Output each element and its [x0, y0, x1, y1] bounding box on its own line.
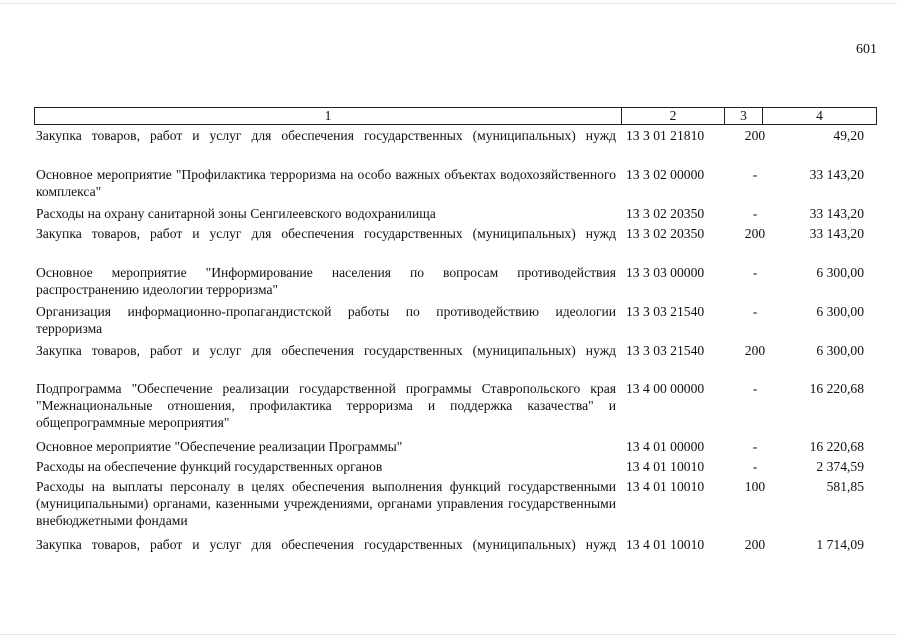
- table-row: [36, 225, 876, 242]
- header-col-3: 3: [725, 108, 763, 124]
- table-row: [36, 166, 876, 200]
- row-description: Расходы на охрану санитарной зоны Сенгилеевского водохранилища: [36, 206, 436, 221]
- row-type: 100: [744, 479, 766, 494]
- row-type: -: [752, 304, 758, 319]
- page-number: 601: [856, 42, 877, 57]
- row-amount: 6 300,00: [816, 304, 864, 319]
- row-amount: 6 300,00: [816, 343, 864, 358]
- row-type: 200: [744, 343, 766, 358]
- row-code: 13 4 01 10010: [626, 537, 705, 552]
- row-type: -: [752, 265, 758, 280]
- row-description: Закупка товаров, работ и услуг для обеспечения государственных (муниципальных) нужд: [36, 537, 616, 552]
- row-code: 13 3 03 21540: [626, 343, 705, 358]
- row-description: Закупка товаров, работ и услуг для обеспечения государственных (муниципальных) нужд: [36, 343, 616, 358]
- row-amount: 33 143,20: [809, 206, 864, 221]
- row-description: Закупка товаров, работ и услуг для обеспечения государственных (муниципальных) нужд: [36, 128, 616, 143]
- header-col-4: 4: [816, 108, 823, 123]
- row-amount: 49,20: [833, 128, 864, 143]
- row-code: 13 4 00 00000: [626, 381, 705, 396]
- row-amount: 581,85: [826, 479, 864, 494]
- table-row: [36, 478, 876, 529]
- table-row: [36, 205, 876, 222]
- row-description: Расходы на обеспечение функций государственных органов: [36, 459, 383, 474]
- header-col-2: 2: [622, 108, 725, 124]
- row-amount: 2 374,59: [816, 459, 864, 474]
- table-row: [36, 303, 876, 337]
- row-code: 13 3 01 21810: [626, 128, 705, 143]
- row-amount: 1 714,09: [816, 537, 864, 552]
- row-description: Основное мероприятие "Информирование населения по вопросам противодействия распространению идеологии терроризма": [36, 265, 616, 297]
- row-description: Основное мероприятие "Профилактика терроризма на особо важных объектах водохозяйственного комплекса": [36, 167, 616, 199]
- row-description: Подпрограмма "Обеспечение реализации государственной программы Ставропольского края "Межнациональные отношения, профилактика терроризма и поддержка казачества" и общепрограммные мероприятия": [36, 381, 616, 430]
- table-row: [36, 342, 876, 359]
- row-amount: 33 143,20: [809, 226, 864, 241]
- row-type: 200: [744, 226, 766, 241]
- row-description: Закупка товаров, работ и услуг для обеспечения государственных (муниципальных) нужд: [36, 226, 616, 241]
- header-col-1: 1: [35, 108, 622, 124]
- table-header: [34, 107, 877, 125]
- row-code: 13 3 02 20350: [626, 226, 705, 241]
- scan-edge-top: [0, 3, 897, 4]
- row-code: 13 4 01 10010: [626, 479, 705, 494]
- row-code: 13 3 02 00000: [626, 167, 705, 182]
- row-type: -: [752, 439, 758, 454]
- row-amount: 6 300,00: [816, 265, 864, 280]
- row-description: Основное мероприятие "Обеспечение реализации Программы": [36, 439, 403, 454]
- row-type: -: [752, 459, 758, 474]
- row-type: 200: [744, 537, 766, 552]
- table-row: [36, 438, 876, 455]
- row-code: 13 4 01 00000: [626, 439, 705, 454]
- row-code: 13 3 02 20350: [626, 206, 705, 221]
- scan-edge-bottom: [0, 634, 897, 635]
- row-type: 200: [744, 128, 766, 143]
- row-amount: 33 143,20: [809, 167, 864, 182]
- table-row: [36, 536, 876, 553]
- row-code: 13 4 01 10010: [626, 459, 705, 474]
- table-row: [36, 264, 876, 298]
- row-type: -: [752, 167, 758, 182]
- row-type: -: [752, 206, 758, 221]
- row-code: 13 3 03 21540: [626, 304, 705, 319]
- row-code: 13 3 03 00000: [626, 265, 705, 280]
- row-description: Расходы на выплаты персоналу в целях обеспечения выполнения функций государственными (муниципальными) органами, казенными учреждениями, органами управления государственными внебюджетными фондами: [36, 479, 616, 528]
- table-row: [36, 458, 876, 475]
- table-row: [36, 127, 876, 144]
- table-row: [36, 380, 876, 431]
- row-amount: 16 220,68: [809, 381, 864, 396]
- row-amount: 16 220,68: [809, 439, 864, 454]
- row-description: Организация информационно-пропагандистской работы по противодействию идеологии терроризма: [36, 304, 616, 336]
- row-type: -: [752, 381, 758, 396]
